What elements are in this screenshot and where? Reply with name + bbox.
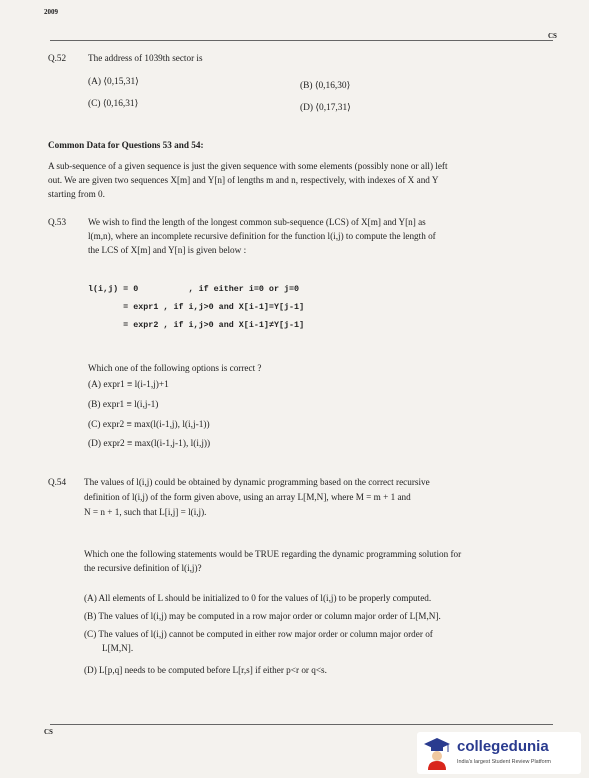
q53-option-b: (B) expr1 ≡ l(i,j-1) bbox=[88, 400, 159, 410]
q53-number: Q.53 bbox=[48, 217, 67, 227]
q54-option-c-line-2: L[M,N]. bbox=[102, 643, 134, 653]
q54-option-a: (A) All elements of L should be initialized to 0 for the values of l(i,j) to be properly computed. bbox=[84, 593, 432, 603]
exam-year: 2009 bbox=[44, 8, 58, 16]
q54-number: Q.54 bbox=[48, 477, 67, 487]
q54-option-d: (D) L[p,q] needs to be computed before L[r,s] if either p<r or q<s. bbox=[84, 665, 327, 675]
paper-code-footer: CS bbox=[44, 728, 53, 736]
paper-code-header: CS bbox=[548, 32, 557, 40]
q53-line-1: We wish to find the length of the longest common sub-sequence (LCS) of X[m] and Y[n] as bbox=[88, 217, 426, 227]
q52-option-c: (C) ⟨0,16,31⟩ bbox=[88, 99, 139, 109]
q53-question: Which one of the following options is correct ? bbox=[88, 363, 262, 373]
q52-option-b: (B) ⟨0,16,30⟩ bbox=[300, 81, 351, 91]
brand-tagline: India's largest Student Review Platform bbox=[457, 759, 551, 765]
common-data-line-2: out. We are given two sequences X[m] and Y[n] of lengths m and n, respectively, with indexes of X and Y bbox=[48, 175, 439, 185]
q54-line-2: definition of l(i,j) of the form given above, using an array L[M,N], where M = m + 1 and bbox=[84, 492, 411, 502]
q53-option-c: (C) expr2 ≡ max(l(i-1,j), l(i,j-1)) bbox=[88, 420, 210, 430]
q54-question-line-2: the recursive definition of l(i,j)? bbox=[84, 563, 202, 573]
q53-line-2: l(m,n), where an incomplete recursive definition for the function l(i,j) to compute the length of bbox=[88, 231, 436, 241]
common-data-line-1: A sub-sequence of a given sequence is just the given sequence with some elements (possibly none or all) left bbox=[48, 161, 448, 171]
q54-line-1: The values of l(i,j) could be obtained by dynamic programming based on the correct recursive bbox=[84, 477, 430, 487]
common-data-heading: Common Data for Questions 53 and 54: bbox=[48, 140, 204, 150]
q52-stem: The address of 1039th sector is bbox=[88, 53, 203, 63]
q53-definition-line-3: = expr2 , if i,j>0 and X[i-1]≠Y[j-1] bbox=[88, 320, 305, 330]
collegedunia-watermark bbox=[417, 732, 581, 774]
q52-option-a: (A) ⟨0,15,31⟩ bbox=[88, 77, 139, 87]
footer-divider bbox=[50, 724, 553, 725]
q54-option-b: (B) The values of l(i,j) may be computed in a row major order or column major order of L[M,N]. bbox=[84, 611, 441, 621]
q54-option-c-line-1: (C) The values of l(i,j) cannot be computed in either row major order or column major order of bbox=[84, 629, 433, 639]
graduate-logo-icon bbox=[423, 736, 451, 770]
q52-option-d: (D) ⟨0,17,31⟩ bbox=[300, 103, 351, 113]
q53-definition-line-2: = expr1 , if i,j>0 and X[i-1]=Y[j-1] bbox=[88, 302, 305, 312]
q52-number: Q.52 bbox=[48, 53, 67, 63]
q53-option-d: (D) expr2 ≡ max(l(i-1,j-1), l(i,j)) bbox=[88, 439, 211, 449]
q53-definition-line-1: l(i,j) = 0 , if either i=0 or j=0 bbox=[88, 284, 300, 294]
header-divider bbox=[50, 40, 553, 41]
q54-question-line-1: Which one the following statements would be TRUE regarding the dynamic programming solution for bbox=[84, 549, 462, 559]
q53-option-a: (A) expr1 ≡ l(i-1,j)+1 bbox=[88, 380, 169, 390]
q53-line-3: the LCS of X[m] and Y[n] is given below : bbox=[88, 245, 247, 255]
q54-line-3: N = n + 1, such that L[i,j] = l(i,j). bbox=[84, 507, 207, 517]
brand-name: collegedunia bbox=[457, 738, 549, 755]
common-data-line-3: starting from 0. bbox=[48, 189, 105, 199]
